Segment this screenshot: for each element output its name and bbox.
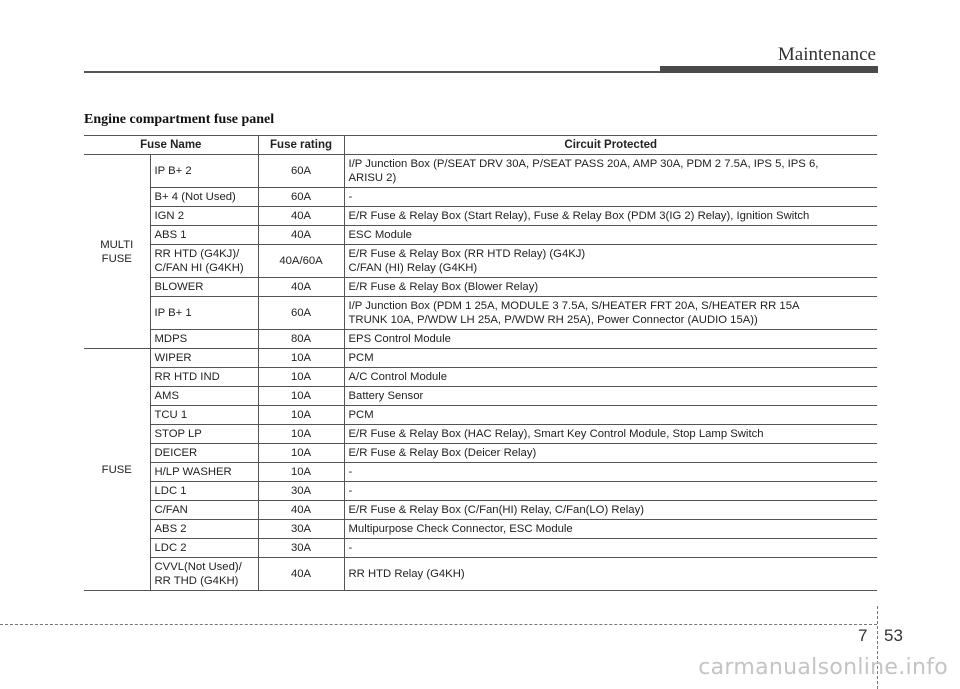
fuse-rating-cell: 60A	[258, 155, 344, 188]
fuse-name-line: C/FAN	[154, 504, 188, 516]
fuse-rating-cell: 10A	[258, 425, 344, 444]
fuse-name-cell	[150, 539, 258, 558]
page-number: 53	[884, 626, 903, 645]
table-row	[84, 425, 877, 444]
circuit-protected-cell	[344, 387, 877, 406]
circuit-protected-line: E/R Fuse & Relay Box (Start Relay), Fuse & Relay Box (PDM 3(IG 2) Relay), Ignition Switch	[348, 210, 810, 222]
fuse-rating-cell: 30A	[258, 482, 344, 501]
fuse-name-cell	[150, 278, 258, 297]
fuse-name-cell	[150, 501, 258, 520]
table-header-row	[84, 136, 877, 155]
circuit-protected-cell	[344, 188, 877, 207]
fuse-name-cell	[150, 482, 258, 501]
circuit-protected-line: Multipurpose Check Connector, ESC Module	[348, 523, 573, 535]
fuse-name-line: B+ 4 (Not Used)	[154, 191, 236, 203]
circuit-protected-cell	[344, 501, 877, 520]
fuse-rating-cell: 10A	[258, 387, 344, 406]
fuse-rating-cell: 40A	[258, 558, 344, 591]
table-row	[84, 387, 877, 406]
circuit-protected-line: EPS Control Module	[348, 333, 451, 345]
fuse-name-cell	[150, 226, 258, 245]
circuit-protected-cell	[344, 558, 877, 591]
fuse-rating-cell: 10A	[258, 349, 344, 368]
fuse-name-line: AMS	[154, 390, 179, 402]
circuit-protected-line: PCM	[348, 409, 374, 421]
circuit-protected-line: E/R Fuse & Relay Box (HAC Relay), Smart Key Control Module, Stop Lamp Switch	[348, 428, 764, 440]
column-header-fuse-rating: Fuse rating	[258, 136, 344, 155]
fuse-rating-cell: 10A	[258, 463, 344, 482]
column-header-circuit-protected: Circuit Protected	[344, 136, 877, 155]
fuse-rating-cell: 30A	[258, 539, 344, 558]
fuse-rating-cell: 30A	[258, 520, 344, 539]
fuse-group-label	[84, 349, 150, 591]
fuse-name-line: H/LP WASHER	[154, 466, 232, 478]
table-row	[84, 501, 877, 520]
table-row	[84, 207, 877, 226]
column-header-fuse-name: Fuse Name	[84, 136, 258, 155]
fuse-name-line: STOP LP	[154, 428, 202, 440]
header-rule-thin	[84, 71, 660, 73]
fuse-name-line: RR THD (G4KH)	[154, 575, 239, 587]
fuse-group-label-line: FUSE	[101, 252, 132, 265]
circuit-protected-line: E/R Fuse & Relay Box (RR HTD Relay) (G4KJ)	[348, 248, 586, 260]
fuse-name-cell	[150, 330, 258, 349]
fuse-rating-cell: 60A	[258, 188, 344, 207]
fuse-name-line: IGN 2	[154, 210, 185, 222]
header-rule-thick	[660, 66, 878, 73]
fuse-name-line: LDC 1	[154, 485, 187, 497]
circuit-protected-cell	[344, 425, 877, 444]
fuse-name-line: TCU 1	[154, 409, 188, 421]
circuit-protected-cell	[344, 297, 877, 330]
circuit-protected-cell	[344, 463, 877, 482]
circuit-protected-cell	[344, 406, 877, 425]
fuse-name-line: RR HTD IND	[154, 371, 220, 383]
fuse-rating-cell: 40A/60A	[258, 245, 344, 278]
table-row	[84, 278, 877, 297]
fuse-group-label-line: MULTI	[100, 238, 134, 251]
fuse-name-line: LDC 2	[154, 542, 187, 554]
fuse-rating-cell: 80A	[258, 330, 344, 349]
circuit-protected-cell	[344, 155, 877, 188]
fuse-name-line: WIPER	[154, 352, 192, 364]
circuit-protected-line: RR HTD Relay (G4KH)	[348, 568, 465, 580]
fuse-name-cell	[150, 297, 258, 330]
circuit-protected-line: Battery Sensor	[348, 390, 424, 402]
circuit-protected-cell	[344, 245, 877, 278]
fuse-name-cell	[150, 387, 258, 406]
fuse-name-line: IP B+ 1	[154, 307, 192, 319]
circuit-protected-line: E/R Fuse & Relay Box (Deicer Relay)	[348, 447, 537, 459]
fuse-rating-cell: 40A	[258, 207, 344, 226]
circuit-protected-cell	[344, 226, 877, 245]
circuit-protected-line: A/C Control Module	[348, 371, 448, 383]
circuit-protected-cell	[344, 278, 877, 297]
fuse-name-line: IP B+ 2	[154, 165, 192, 177]
circuit-protected-cell	[344, 482, 877, 501]
chapter-number: 7	[858, 626, 868, 645]
fuse-name-cell	[150, 444, 258, 463]
fuse-table-body	[84, 155, 877, 591]
circuit-protected-line: PCM	[348, 352, 374, 364]
fuse-name-cell	[150, 349, 258, 368]
fuse-name-cell	[150, 520, 258, 539]
fuse-name-line: BLOWER	[154, 281, 204, 293]
fuse-name-line: DEICER	[154, 447, 198, 459]
fuse-name-cell	[150, 245, 258, 278]
table-row	[84, 444, 877, 463]
circuit-protected-line: -	[348, 191, 353, 203]
circuit-protected-line: TRUNK 10A, P/WDW LH 25A, P/WDW RH 25A), Power Connector (AUDIO 15A))	[348, 314, 758, 326]
table-row	[84, 155, 877, 188]
fuse-rating-cell: 10A	[258, 406, 344, 425]
table-row	[84, 539, 877, 558]
circuit-protected-line: -	[348, 466, 353, 478]
fuse-table	[84, 135, 877, 591]
table-row	[84, 558, 877, 591]
watermark: carmanualsonline.info	[698, 655, 948, 680]
circuit-protected-line: I/P Junction Box (P/SEAT DRV 30A, P/SEAT PASS 20A, AMP 30A, PDM 2 7.5A, IPS 5, IPS 6,	[348, 158, 819, 170]
circuit-protected-cell	[344, 444, 877, 463]
fuse-name-line: ABS 1	[154, 229, 187, 241]
table-row	[84, 245, 877, 278]
fuse-name-line: MDPS	[154, 333, 188, 345]
fuse-group-label-line: FUSE	[101, 463, 132, 476]
fuse-rating-cell: 40A	[258, 226, 344, 245]
fuse-rating-cell: 40A	[258, 501, 344, 520]
table-row	[84, 368, 877, 387]
circuit-protected-line: ESC Module	[348, 229, 412, 241]
circuit-protected-line: C/FAN (HI) Relay (G4KH)	[348, 262, 478, 274]
circuit-protected-cell	[344, 349, 877, 368]
table-row	[84, 349, 877, 368]
circuit-protected-line: -	[348, 542, 353, 554]
circuit-protected-line: ARISU 2)	[348, 172, 397, 184]
fuse-name-cell	[150, 155, 258, 188]
fuse-name-cell	[150, 463, 258, 482]
section-title: Engine compartment fuse panel	[84, 112, 275, 127]
fuse-name-cell	[150, 368, 258, 387]
fuse-name-cell	[150, 558, 258, 591]
table-row	[84, 520, 877, 539]
table-row	[84, 406, 877, 425]
table-row	[84, 482, 877, 501]
table-row	[84, 297, 877, 330]
circuit-protected-line: I/P Junction Box (PDM 1 25A, MODULE 3 7.5A, S/HEATER FRT 20A, S/HEATER RR 15A	[348, 300, 800, 312]
fuse-name-line: ABS 2	[154, 523, 187, 535]
fuse-name-cell	[150, 207, 258, 226]
table-row	[84, 330, 877, 349]
fuse-name-cell	[150, 425, 258, 444]
circuit-protected-cell	[344, 539, 877, 558]
circuit-protected-line: E/R Fuse & Relay Box (Blower Relay)	[348, 281, 539, 293]
fuse-name-line: RR HTD (G4KJ)/	[154, 248, 240, 260]
fuse-name-line: CVVL(Not Used)/	[154, 561, 242, 573]
circuit-protected-cell	[344, 520, 877, 539]
table-row	[84, 188, 877, 207]
fuse-group-label	[84, 155, 150, 349]
fuse-rating-cell: 10A	[258, 368, 344, 387]
circuit-protected-cell	[344, 207, 877, 226]
circuit-protected-line: E/R Fuse & Relay Box (C/Fan(HI) Relay, C/Fan(LO) Relay)	[348, 504, 644, 516]
table-row	[84, 226, 877, 245]
footer-dashed-rule	[0, 624, 877, 625]
fuse-rating-cell: 10A	[258, 444, 344, 463]
fuse-name-cell	[150, 188, 258, 207]
circuit-protected-line: -	[348, 485, 353, 497]
fuse-name-cell	[150, 406, 258, 425]
page-header-title: Maintenance	[777, 44, 876, 65]
fuse-rating-cell: 40A	[258, 278, 344, 297]
circuit-protected-cell	[344, 330, 877, 349]
fuse-rating-cell: 60A	[258, 297, 344, 330]
table-row	[84, 463, 877, 482]
circuit-protected-cell	[344, 368, 877, 387]
fuse-name-line: C/FAN HI (G4KH)	[154, 262, 244, 274]
